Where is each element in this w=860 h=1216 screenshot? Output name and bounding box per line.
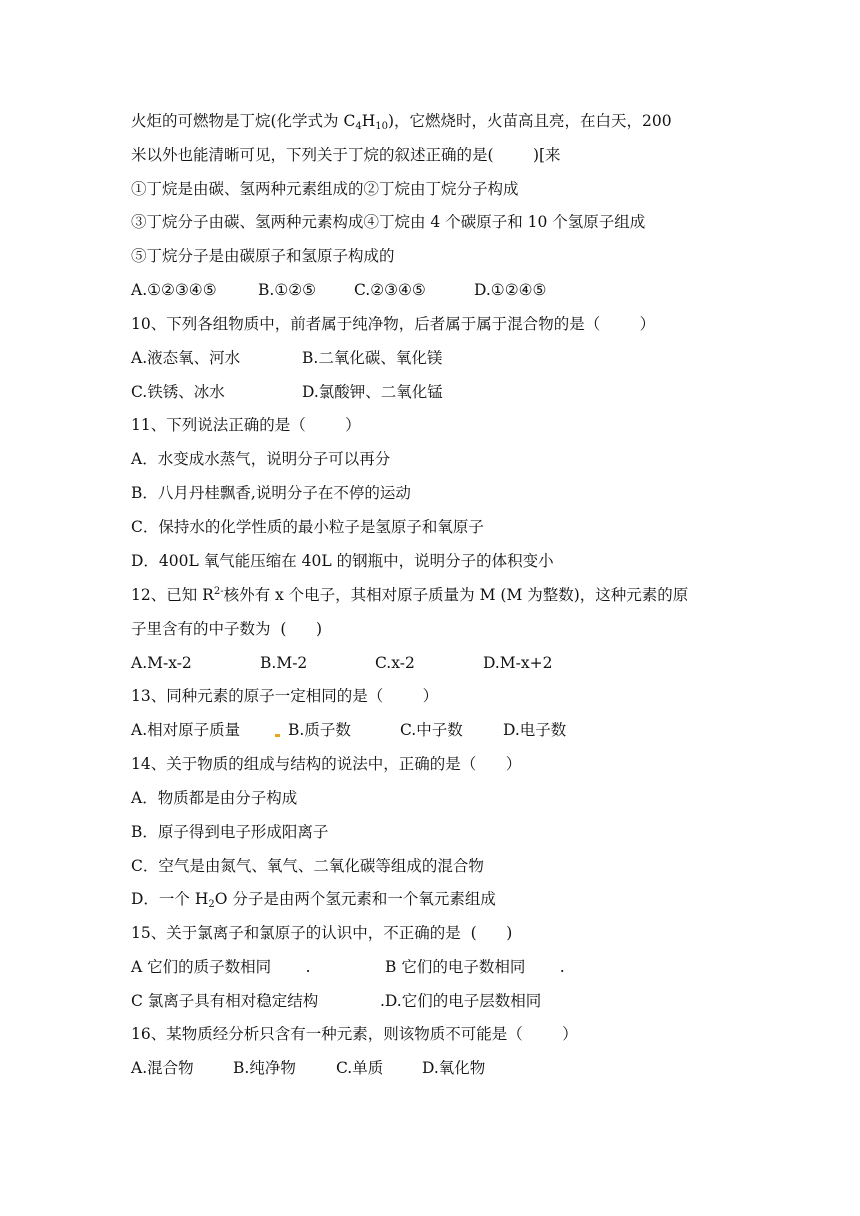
q16-option-b: B.纯净物 [233,1059,296,1077]
q12-stem-line2: 子里含有的中子数为 ( ) [131,620,323,638]
q14-stem: 14、关于物质的组成与结构的说法中，正确的是（ ） [131,755,522,773]
q9-subscript-4: 4 [355,121,362,132]
q12-option-d: D.M-x+2 [483,654,553,672]
q14-option-d-text-b: O 分子是由两个氢元素和一个氧元素组成 [214,890,496,908]
q9-text-a: 火炬的可燃物是丁烷(化学式为 C [131,112,356,130]
q15-stem: 15、关于氯离子和氯原子的认识中，不正确的是 ( ) [131,924,513,942]
q14-option-d [131,889,496,909]
q9-stem-line1 [131,111,672,131]
q9-text-c: )，它燃烧时，火苗高且亮，在白天，200 [387,112,672,130]
q11-option-d: D．400L 氧气能压缩在 40L 的钢瓶中，说明分子的体积变小 [131,552,554,570]
q13-option-b: B.质子数 [288,721,351,739]
q10-option-c: C.铁锈、冰水 [131,383,225,401]
q14-option-b: B．原子得到电子形成阳离子 [131,823,329,841]
q14-subscript-2: 2 [208,899,215,910]
q15-option-c: C 氯离子具有相对稳定结构 [131,992,319,1010]
highlight-mark [275,734,280,737]
q10-stem: 10、下列各组物质中，前者属于纯净物，后者属于属于混合物的是（ ） [131,315,656,333]
q10-option-d: D.氯酸钾、二氧化锰 [302,383,443,401]
q9-statement-2: ③丁烷分子由碳、氢两种元素构成④丁烷由 4 个碳原子和 10 个氢原子组成 [131,213,646,231]
q9-option-b: B.①②⑤ [258,281,317,299]
q12-stem-line1 [131,585,688,605]
q10-option-a: A.液态氧、河水 [131,349,241,367]
q16-option-d: D.氧化物 [422,1059,486,1077]
q9-option-a: A.①②③④⑤ [131,281,217,299]
q9-options [131,280,546,300]
q13-option-d: D.电子数 [503,721,567,739]
q12-option-c: C.x-2 [375,654,415,672]
q12-option-b: B.M-2 [260,654,308,672]
q15-options-row1 [131,957,565,977]
q10-option-b: B.二氧化碳、氧化镁 [302,349,443,367]
q16-option-a: A.混合物 [131,1059,194,1077]
q10-options-row1 [131,348,442,368]
q9-option-c: C.②③④⑤ [354,281,426,299]
q12-superscript-charge: 2- [213,586,224,597]
q9-option-d: D.①②④⑤ [474,281,547,299]
q14-option-c: C．空气是由氮气、氧气、二氧化碳等组成的混合物 [131,857,484,875]
q14-option-d-text-a: D．一个 H [131,890,209,908]
q16-option-c: C.单质 [336,1059,384,1077]
q12-options [131,653,553,673]
q15-option-d: .D.它们的电子层数相同 [380,992,542,1010]
q16-options [131,1058,485,1078]
q13-stem: 13、同种元素的原子一定相同的是（ ） [131,687,439,705]
q11-option-c: C．保持水的化学性质的最小粒子是氢原子和氧原子 [131,518,484,536]
q12-option-a: A.M-x-2 [131,654,192,672]
q9-subscript-10: 10 [375,121,388,132]
q11-option-b: B．八月丹桂飘香,说明分子在不停的运动 [131,484,411,502]
q11-stem: 11、下列说法正确的是（ ） [131,416,361,434]
q13-option-c: C.中子数 [400,721,463,739]
q16-stem: 16、某物质经分析只含有一种元素，则该物质不可能是（ ） [131,1025,578,1043]
q12-text-a: 12、已知 R [131,586,214,604]
q15-option-a: A 它们的质子数相同 . [131,958,311,976]
q9-text-b: H [361,112,376,130]
q15-option-b: B 它们的电子数相同 . [385,958,565,976]
q9-statement-1: ①丁烷是由碳、氢两种元素组成的②丁烷由丁烷分子构成 [131,180,519,198]
q15-options-row2 [131,991,541,1011]
q12-text-b: 核外有 x 个电子，其相对原子质量为 M (M 为整数)，这种元素的原 [223,586,689,604]
q9-statement-3: ⑤丁烷分子是由碳原子和氢原子构成的 [131,247,395,265]
q14-option-a: A．物质都是由分子构成 [131,789,298,807]
q10-options-row2 [131,382,443,402]
q9-stem-line2: 米以外也能清晰可见，下列关于丁烷的叙述正确的是( )[来 [131,146,561,164]
q13-option-a: A.相对原子质量 [131,721,241,739]
q11-option-a: A．水变成水蒸气，说明分子可以再分 [131,450,391,468]
q13-options [131,720,566,740]
